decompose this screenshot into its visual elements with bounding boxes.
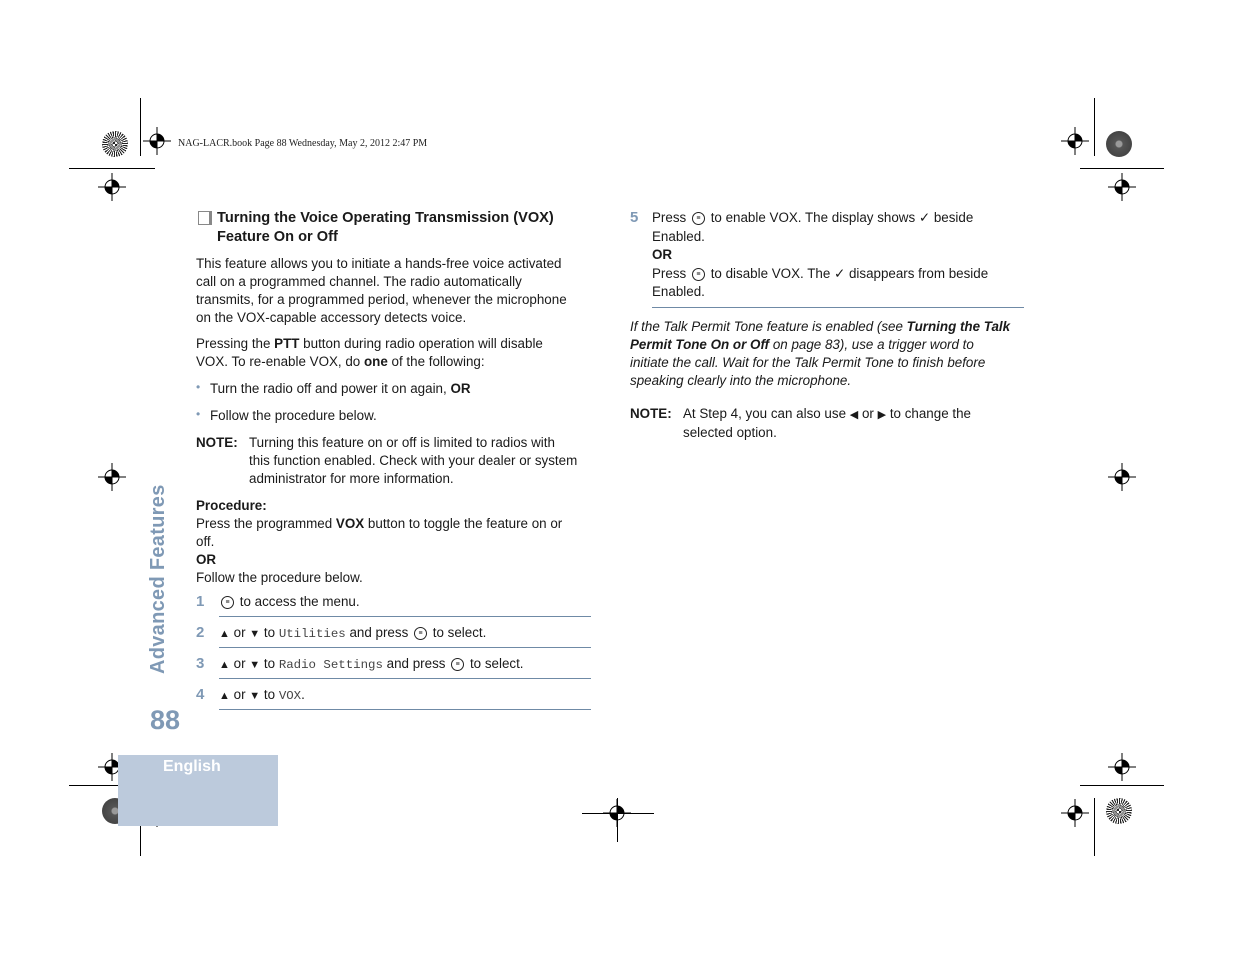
step-4 xyxy=(219,686,599,705)
bullet-item-2: Follow the procedure below. xyxy=(210,408,377,423)
step-2 xyxy=(219,624,599,643)
registration-crosshair-icon xyxy=(1108,463,1136,491)
menu-ok-button-icon: ≡ xyxy=(692,212,705,225)
intro-paragraph xyxy=(196,255,596,327)
step-divider xyxy=(219,616,591,617)
right-arrow-icon: ▶ xyxy=(877,409,887,421)
registration-crosshair-icon xyxy=(1108,173,1136,201)
section-heading-line1: Turning the Voice Operating Transmission (VOX) xyxy=(217,210,554,226)
text: and press xyxy=(349,625,409,640)
language-label: English xyxy=(163,758,221,775)
up-arrow-icon: ▲ xyxy=(219,628,230,640)
note-line: this function enabled. Check with your dealer or system xyxy=(249,453,578,468)
note-line: administrator for more information. xyxy=(249,471,454,486)
color-bar-star-icon xyxy=(1106,798,1132,824)
ptt-term: PTT xyxy=(274,336,300,351)
note-line: Turning this feature on or off is limited to radios with xyxy=(249,435,555,450)
down-arrow-icon: ▼ xyxy=(249,628,261,640)
book-info-header: NAG-LACR.book Page 88 Wednesday, May 2, 2012 2:47 PM xyxy=(178,138,428,149)
text: initiate the call. Wait for the Talk Permit Tone to finish before xyxy=(630,355,986,370)
text: button during radio operation will disable xyxy=(299,336,543,351)
registration-crosshair-icon xyxy=(98,173,126,201)
section-marker-icon xyxy=(198,211,212,225)
bullet-item-1 xyxy=(210,380,600,398)
step-number: 5 xyxy=(630,209,639,226)
color-bar-disc-icon xyxy=(1106,131,1132,157)
text: to disable VOX. The ✓ disappears from beside xyxy=(710,265,989,281)
up-arrow-icon: ▲ xyxy=(219,659,230,671)
text: If the Talk Permit Tone feature is enabled (see xyxy=(630,319,907,334)
text: on page 83), use a trigger word to xyxy=(769,337,974,352)
left-arrow-icon: ◀ xyxy=(849,409,859,421)
step-divider xyxy=(652,307,1024,308)
text: to access the menu. xyxy=(239,594,360,609)
text: or xyxy=(233,625,246,640)
registration-crosshair-icon xyxy=(143,127,171,155)
bullet-icon: • xyxy=(196,407,201,421)
note-label: NOTE: xyxy=(196,435,238,450)
or-term: OR xyxy=(652,247,673,262)
text: Follow the procedure below. xyxy=(196,570,363,585)
step-5 xyxy=(652,209,1032,302)
vox-term: VOX xyxy=(335,516,365,531)
text: Press xyxy=(652,265,687,281)
intro-line: call on a programmed channel. The radio automatically xyxy=(196,274,522,289)
registration-crosshair-icon xyxy=(98,463,126,491)
text: off. xyxy=(196,534,215,549)
text: Pressing the xyxy=(196,336,275,351)
text: Press xyxy=(652,210,687,225)
intro-line: transmits, for a programmed period, whenever the microphone xyxy=(196,292,567,307)
text: to change the xyxy=(889,406,971,421)
note-text xyxy=(683,405,1028,442)
down-arrow-icon: ▼ xyxy=(249,659,261,671)
note-label: NOTE: xyxy=(630,406,672,421)
one-term: one xyxy=(363,354,388,369)
ptt-paragraph xyxy=(196,335,596,371)
note-text xyxy=(249,434,599,488)
intro-line: on the VOX-capable accessory detects voice. xyxy=(196,310,467,325)
step-1 xyxy=(219,593,599,611)
or-term: OR xyxy=(450,381,471,396)
text: or xyxy=(233,656,246,671)
step-divider xyxy=(219,647,591,648)
text: or xyxy=(233,687,246,702)
step-3 xyxy=(219,655,599,674)
procedure-title: Procedure: xyxy=(196,498,267,513)
menu-item-name: Utilities xyxy=(278,627,346,641)
procedure-block xyxy=(196,497,596,587)
chapter-side-title: Advanced Features xyxy=(147,484,169,674)
menu-ok-button-icon: ≡ xyxy=(414,627,427,640)
text: Enabled. xyxy=(652,284,705,299)
text: to select. xyxy=(432,625,487,640)
menu-ok-button-icon: ≡ xyxy=(221,596,234,609)
cross-reference: Turning the Talk xyxy=(906,319,1011,334)
up-arrow-icon: ▲ xyxy=(219,690,230,702)
talk-permit-note xyxy=(630,318,1030,390)
text: to xyxy=(263,687,276,702)
registration-crosshair-icon xyxy=(1108,753,1136,781)
text: speaking clearly into the microphone. xyxy=(630,373,852,388)
step-number: 2 xyxy=(196,624,205,641)
or-term: OR xyxy=(196,552,217,567)
cross-reference: Permit Tone On or Off xyxy=(630,337,770,352)
step-divider xyxy=(219,709,591,710)
intro-line: This feature allows you to initiate a hands-free voice activated xyxy=(196,256,562,271)
registration-crosshair-icon xyxy=(1061,127,1089,155)
page-number: 88 xyxy=(150,705,181,735)
text: selected option. xyxy=(683,425,777,440)
step-number: 3 xyxy=(196,655,205,672)
text: and press xyxy=(386,656,446,671)
menu-ok-button-icon: ≡ xyxy=(692,268,705,281)
text: Enabled. xyxy=(652,228,705,244)
menu-item-name: Radio Settings xyxy=(278,658,383,672)
registration-crosshair-icon xyxy=(1061,799,1089,827)
text: Turn the radio off and power it on again, xyxy=(210,381,451,396)
text: VOX. To re-enable VOX, do xyxy=(196,354,364,369)
text: to select. xyxy=(469,656,524,671)
text: to xyxy=(263,656,276,671)
down-arrow-icon: ▼ xyxy=(249,690,261,702)
step-divider xyxy=(219,678,591,679)
section-heading-line2: Feature On or Off xyxy=(217,229,338,245)
text: of the following: xyxy=(387,354,485,369)
menu-item-name: VOX xyxy=(278,689,302,703)
text: to enable VOX. The display shows ✓ beside xyxy=(710,210,974,225)
color-bar-star-icon xyxy=(102,131,128,157)
menu-ok-button-icon: ≡ xyxy=(451,658,464,671)
text: to xyxy=(263,625,276,640)
text: Press the programmed xyxy=(196,516,336,531)
text: At Step 4, you can also use xyxy=(683,406,847,421)
text: . xyxy=(301,687,305,702)
text: or xyxy=(861,406,874,421)
step-number: 4 xyxy=(196,686,205,703)
bullet-icon: • xyxy=(196,380,201,394)
text: button to toggle the feature on or xyxy=(364,516,563,531)
step-number: 1 xyxy=(196,593,205,610)
